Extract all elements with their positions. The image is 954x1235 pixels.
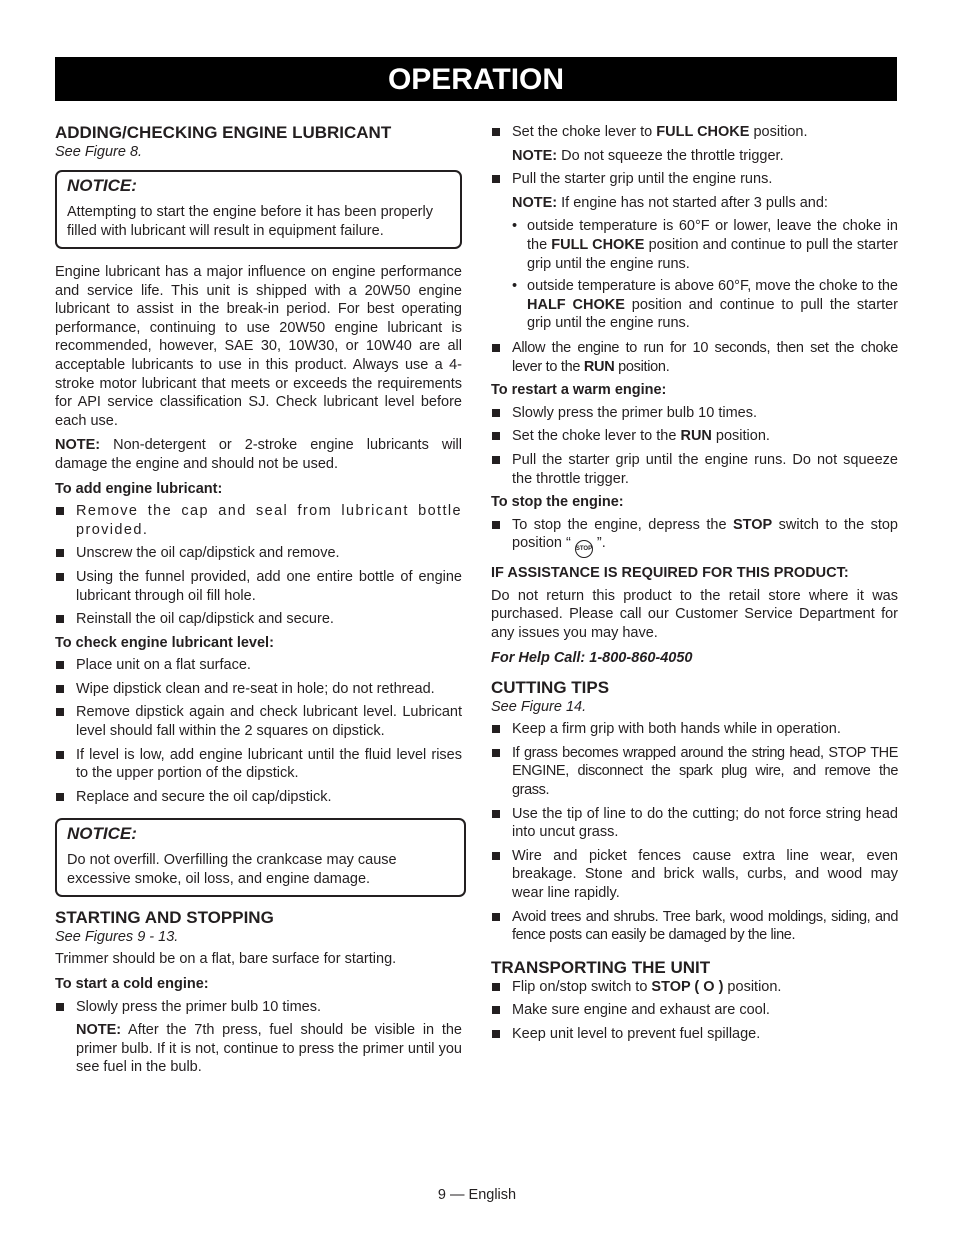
square-bullet-icon bbox=[56, 573, 64, 581]
square-bullet-icon bbox=[56, 549, 64, 557]
paragraph: Do not return this product to the retail store where it was purchased. Please call our Customer Service Department for any issues you may have. bbox=[491, 587, 898, 642]
section-heading-cutting: CUTTING TIPS bbox=[491, 678, 610, 698]
list-item-text: Place unit on a flat surface. bbox=[76, 657, 251, 674]
warm-restart-list bbox=[491, 404, 898, 488]
list-item bbox=[491, 123, 898, 142]
note-paragraph bbox=[491, 147, 898, 166]
temperature-conditions-list bbox=[491, 217, 898, 333]
list-item-text: Reinstall the oil cap/dipstick and secure. bbox=[76, 611, 334, 628]
list-item bbox=[491, 720, 898, 739]
square-bullet-icon bbox=[492, 175, 500, 183]
list-item-text: Unscrew the oil cap/dipstick and remove. bbox=[76, 545, 340, 562]
list-item-text: Avoid trees and shrubs. Tree bark, wood moldings, siding, and fence posts can easily be damaged by the line. bbox=[512, 908, 898, 944]
note-paragraph bbox=[491, 194, 898, 213]
list-item-text: Replace and secure the oil cap/dipstick. bbox=[76, 788, 332, 805]
square-bullet-icon bbox=[56, 615, 64, 623]
paragraph: Engine lubricant has a major influence on engine performance and service life. This unit is shipped with a 20W50 engine lubricant to assist in the break-in period. For best operating performance, continuing to use 20W50 engine lubricant is recommended, however, SAE 30, 10W30, or 10W40 are all acceptable lubricants to use in this product. Always use a 4-stroke motor lubricant that meets or exceeds the requirements for API service classification SJ. Check lubricant level before each use. bbox=[55, 264, 462, 429]
note-paragraph bbox=[55, 436, 462, 473]
list-item-text: ”. bbox=[592, 535, 606, 552]
notice-box bbox=[55, 170, 462, 249]
cold-start-list bbox=[55, 998, 462, 1017]
list-item bbox=[55, 502, 462, 539]
paragraph: Trimmer should be on a flat, bare surface for starting. bbox=[55, 951, 397, 968]
square-bullet-icon bbox=[56, 507, 64, 515]
cutting-tips-list bbox=[491, 720, 898, 945]
stop-engine-list bbox=[491, 516, 898, 559]
list-item-text: position. bbox=[614, 358, 670, 375]
figure-reference: See Figures 9 - 13. bbox=[55, 929, 179, 946]
square-bullet-icon bbox=[492, 852, 500, 860]
note-text: If engine has not started after 3 pulls and: bbox=[557, 194, 828, 211]
square-bullet-icon bbox=[492, 432, 500, 440]
list-item-text: If grass becomes wrapped around the string head, STOP THE ENGINE, disconnect the spark plug wire, and remove the grass. bbox=[512, 744, 898, 799]
square-bullet-icon bbox=[492, 344, 500, 352]
list-item bbox=[491, 847, 898, 903]
note-paragraph bbox=[55, 1021, 462, 1077]
list-item bbox=[55, 998, 462, 1017]
list-item-text: Remove dipstick again and check lubricant level. Lubricant level should fall within the 2 squares on dipstick. bbox=[76, 704, 462, 740]
help-phone: For Help Call: 1-800-860-4050 bbox=[491, 649, 693, 666]
square-bullet-icon bbox=[492, 1006, 500, 1014]
section-heading-starting: STARTING AND STOPPING bbox=[55, 908, 274, 928]
square-bullet-icon bbox=[492, 128, 500, 136]
square-bullet-icon bbox=[56, 793, 64, 801]
bold-term: HALF CHOKE bbox=[527, 296, 625, 313]
list-item-text: position and continue to pull the starter grip until the engine runs. bbox=[527, 236, 898, 272]
list-item bbox=[55, 703, 462, 740]
square-bullet-icon bbox=[492, 725, 500, 733]
list-item-text: Flip on/stop switch to bbox=[512, 978, 652, 995]
square-bullet-icon bbox=[492, 983, 500, 991]
list-item bbox=[491, 404, 898, 423]
note-text: Do not squeeze the throttle trigger. bbox=[557, 147, 784, 164]
list-item bbox=[491, 805, 898, 842]
list-item bbox=[491, 1025, 898, 1044]
check-level-list bbox=[55, 656, 462, 806]
list-item-text: position. bbox=[723, 978, 782, 995]
notice-heading: NOTICE: bbox=[67, 176, 137, 195]
square-bullet-icon bbox=[56, 751, 64, 759]
notice-heading: NOTICE: bbox=[67, 824, 137, 844]
page-title: OPERATION bbox=[55, 57, 897, 101]
list-item bbox=[491, 516, 898, 559]
list-item-text: Keep a firm grip with both hands while in operation. bbox=[512, 721, 841, 738]
figure-reference: See Figure 8. bbox=[55, 144, 143, 160]
list-item bbox=[55, 544, 462, 563]
square-bullet-icon bbox=[492, 749, 500, 757]
bold-term: FULL CHOKE bbox=[656, 124, 750, 140]
list-item bbox=[491, 978, 898, 997]
square-bullet-icon bbox=[56, 661, 64, 669]
list-item-text: To stop the engine, depress the bbox=[512, 516, 733, 533]
list-item bbox=[55, 568, 462, 605]
notice-box bbox=[55, 818, 466, 897]
subheading-check-level: To check engine lubricant level: bbox=[55, 634, 274, 651]
square-bullet-icon bbox=[56, 1003, 64, 1011]
section-heading-lubricant: ADDING/CHECKING ENGINE LUBRICANT bbox=[55, 123, 392, 142]
square-bullet-icon bbox=[492, 521, 500, 529]
square-bullet-icon bbox=[56, 685, 64, 693]
notice-text: Attempting to start the engine before it has been properly filled with lubricant will result in equipment failure. bbox=[67, 204, 433, 239]
stop-icon: STOP bbox=[575, 540, 593, 558]
page-footer: 9 — English bbox=[437, 1187, 517, 1203]
list-item-text: Slowly press the primer bulb 10 times. bbox=[512, 404, 757, 421]
list-item-text: Slowly press the primer bulb 10 times. bbox=[76, 998, 321, 1015]
right-column bbox=[491, 123, 898, 1049]
list-item bbox=[55, 610, 462, 629]
bold-term: RUN bbox=[680, 428, 712, 445]
list-item-text: Remove the cap and seal from lubricant bottle provided. bbox=[76, 503, 462, 538]
list-item-text: If level is low, add engine lubricant until the fluid level rises to the upper portion of the dipstick. bbox=[76, 746, 462, 782]
list-item bbox=[491, 451, 898, 488]
dot-bullet-icon: • bbox=[512, 278, 518, 295]
list-item bbox=[491, 170, 898, 189]
list-item-text: Allow the engine to run for 10 seconds, then set the choke lever to the bbox=[512, 339, 898, 375]
subheading-add-lubricant: To add engine lubricant: bbox=[55, 480, 223, 497]
note-label: NOTE: bbox=[512, 194, 558, 211]
bold-term: STOP bbox=[732, 516, 773, 533]
list-item-text: Keep unit level to prevent fuel spillage. bbox=[512, 1025, 761, 1042]
add-lubricant-list bbox=[55, 502, 462, 629]
list-item-text: switch to the stop position “ bbox=[512, 516, 898, 552]
square-bullet-icon bbox=[492, 456, 500, 464]
list-item-text: Pull the starter grip until the engine runs. bbox=[512, 171, 773, 188]
list-item-text: Pull the starter grip until the engine runs. Do not squeeze the throttle trigger. bbox=[512, 451, 898, 487]
list-item-text: Set the choke lever to bbox=[512, 124, 657, 140]
list-item-text: Use the tip of line to do the cutting; do not force string head into uncut grass. bbox=[512, 805, 898, 841]
list-item-text: Wipe dipstick clean and re-seat in hole; do not rethread. bbox=[76, 680, 435, 697]
list-item bbox=[491, 427, 898, 446]
list-item bbox=[55, 788, 462, 807]
note-label: NOTE: bbox=[55, 437, 101, 454]
transporting-list bbox=[491, 978, 898, 1044]
note-label: NOTE: bbox=[512, 147, 558, 164]
square-bullet-icon bbox=[492, 913, 500, 921]
list-item-text: Make sure engine and exhaust are cool. bbox=[512, 1002, 770, 1019]
dot-bullet-icon: • bbox=[512, 218, 518, 235]
square-bullet-icon bbox=[56, 708, 64, 716]
list-item bbox=[491, 1001, 898, 1020]
list-item-text: outside temperature is 60°F or lower, leave the choke in the bbox=[527, 218, 898, 253]
bold-term: RUN bbox=[583, 358, 615, 375]
list-item-text: position. bbox=[749, 124, 808, 140]
notice-text: Do not overfill. Overfilling the crankcase may cause excessive smoke, oil loss, and engine damage. bbox=[67, 852, 397, 888]
subheading-stop-engine: To stop the engine: bbox=[491, 494, 624, 511]
list-item-text: position. bbox=[711, 428, 770, 445]
square-bullet-icon bbox=[492, 810, 500, 818]
note-label: NOTE: bbox=[76, 1022, 122, 1039]
list-item bbox=[491, 908, 898, 945]
list-item-text: Wire and picket fences cause extra line wear, even breakage. Stone and brick walls, curbs, and wood may wear line rapidly. bbox=[512, 847, 898, 901]
list-item bbox=[55, 656, 462, 675]
subheading-assistance: IF ASSISTANCE IS REQUIRED FOR THIS PRODUCT: bbox=[491, 565, 849, 582]
square-bullet-icon bbox=[492, 409, 500, 417]
subheading-warm-restart: To restart a warm engine: bbox=[491, 382, 667, 399]
bold-term: STOP ( O ) bbox=[651, 978, 724, 995]
square-bullet-icon bbox=[492, 1030, 500, 1038]
allow-list bbox=[491, 339, 898, 376]
section-heading-transporting: TRANSPORTING THE UNIT bbox=[491, 957, 711, 977]
list-item bbox=[491, 744, 898, 800]
note-text: After the 7th press, fuel should be visible in the primer bulb. If it is not, continue to press the primer until you see fuel in the bulb. bbox=[76, 1022, 462, 1076]
list-item-text: outside temperature is above 60°F, move the choke to the bbox=[527, 278, 898, 295]
cold-start-steps-list bbox=[491, 123, 898, 142]
figure-reference: See Figure 14. bbox=[491, 699, 587, 716]
left-column bbox=[55, 122, 462, 1082]
subheading-cold-start: To start a cold engine: bbox=[55, 976, 209, 993]
note-text: Non-detergent or 2-stroke engine lubricants will damage the engine and should not be used. bbox=[55, 437, 462, 472]
list-item bbox=[512, 217, 898, 273]
list-item bbox=[491, 339, 898, 376]
list-item bbox=[55, 746, 462, 783]
bold-term: FULL CHOKE bbox=[551, 236, 645, 253]
list-item bbox=[512, 277, 898, 333]
list-item-text: Using the funnel provided, add one entire bottle of engine lubricant through oil fill hole. bbox=[76, 568, 462, 604]
list-item bbox=[55, 680, 462, 699]
list-item-text: position and continue to pull the starter grip until the engine runs. bbox=[527, 296, 898, 332]
pull-list bbox=[491, 170, 898, 189]
list-item-text: Set the choke lever to the bbox=[512, 428, 681, 445]
